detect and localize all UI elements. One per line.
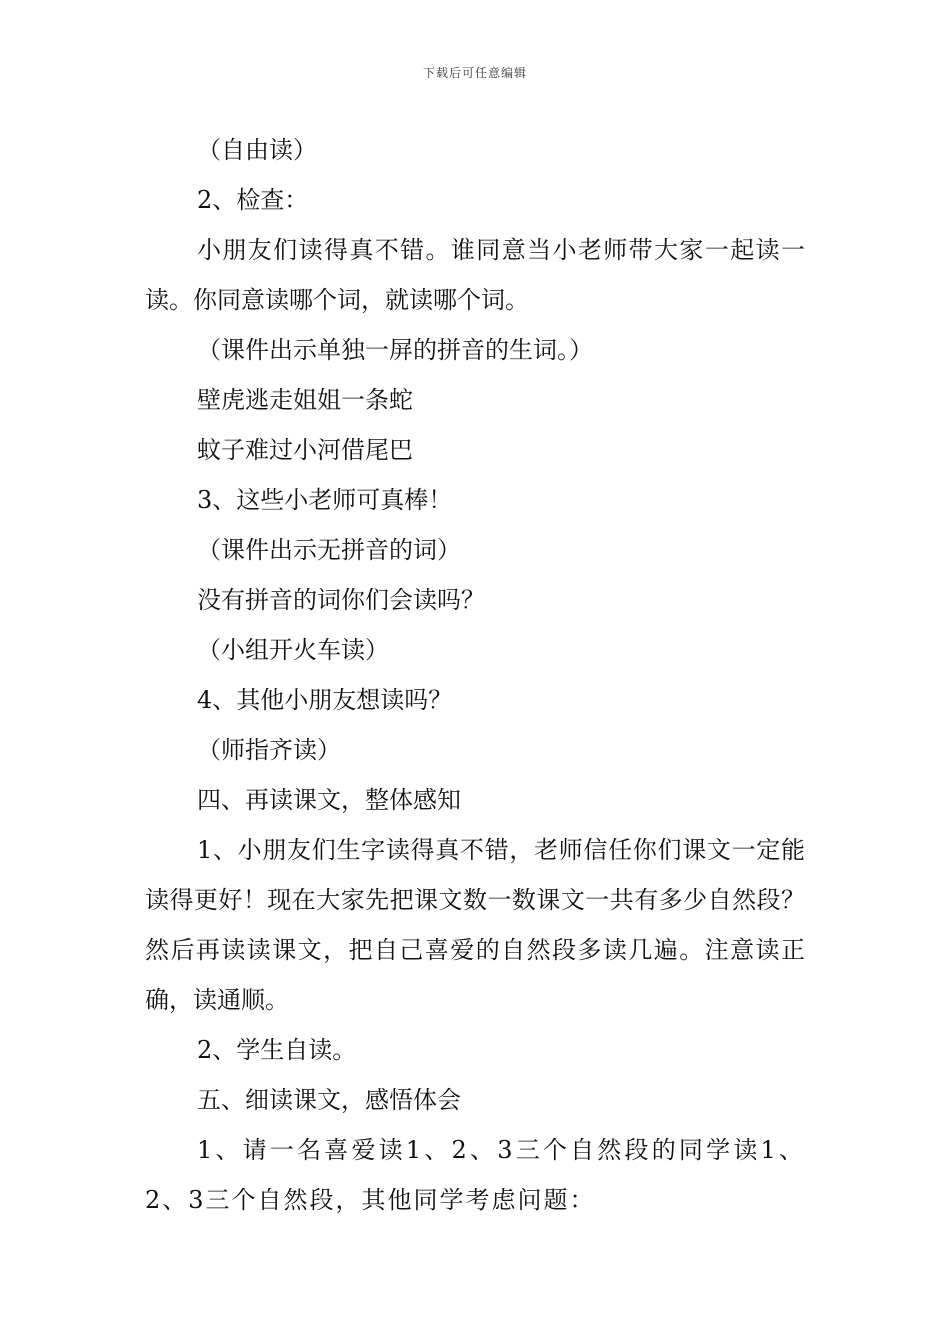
paragraph: （小组开火车读） xyxy=(197,636,389,664)
paragraph: 1、小朋友们生字读得真不错，老师信任你们课文一定能读得更好！现在大家先把课文数一数课文一共有多少自然段？然后再读读课文，把自己喜爱的自然段多读几遍。注意读正确，读通顺。 xyxy=(145,836,805,1014)
paragraph: 4、其他小朋友想读吗？ xyxy=(197,686,453,714)
paragraph: （师指齐读） xyxy=(197,736,341,764)
paragraph: 没有拼音的词你们会读吗？ xyxy=(197,586,485,614)
paragraph: 蚊子难过小河借尾巴 xyxy=(197,436,413,464)
section-heading: 五、细读课文，感悟体会 xyxy=(197,1086,461,1114)
paragraph: （课件出示无拼音的词） xyxy=(197,536,461,564)
document-body xyxy=(145,125,805,1225)
page-header-note: 下载后可任意编辑 xyxy=(422,66,527,80)
paragraph: 1、请一名喜爱读1、2、3三个自然段的同学读1、2、3三个自然段，其他同学考虑问题： xyxy=(145,1136,805,1214)
paragraph: 3、这些小老师可真棒！ xyxy=(197,486,453,514)
paragraph: 2、学生自读。 xyxy=(197,1036,357,1064)
paragraph: （课件出示单独一屏的拼音的生词。） xyxy=(197,336,593,364)
paragraph: 壁虎逃走姐姐一条蛇 xyxy=(197,386,413,414)
paragraph: 2、检查： xyxy=(197,186,309,214)
section-heading: 四、再读课文，整体感知 xyxy=(197,786,461,814)
paragraph: （自由读） xyxy=(197,136,317,164)
paragraph: 小朋友们读得真不错。谁同意当小老师带大家一起读一读。你同意读哪个词，就读哪个词。 xyxy=(145,236,805,314)
